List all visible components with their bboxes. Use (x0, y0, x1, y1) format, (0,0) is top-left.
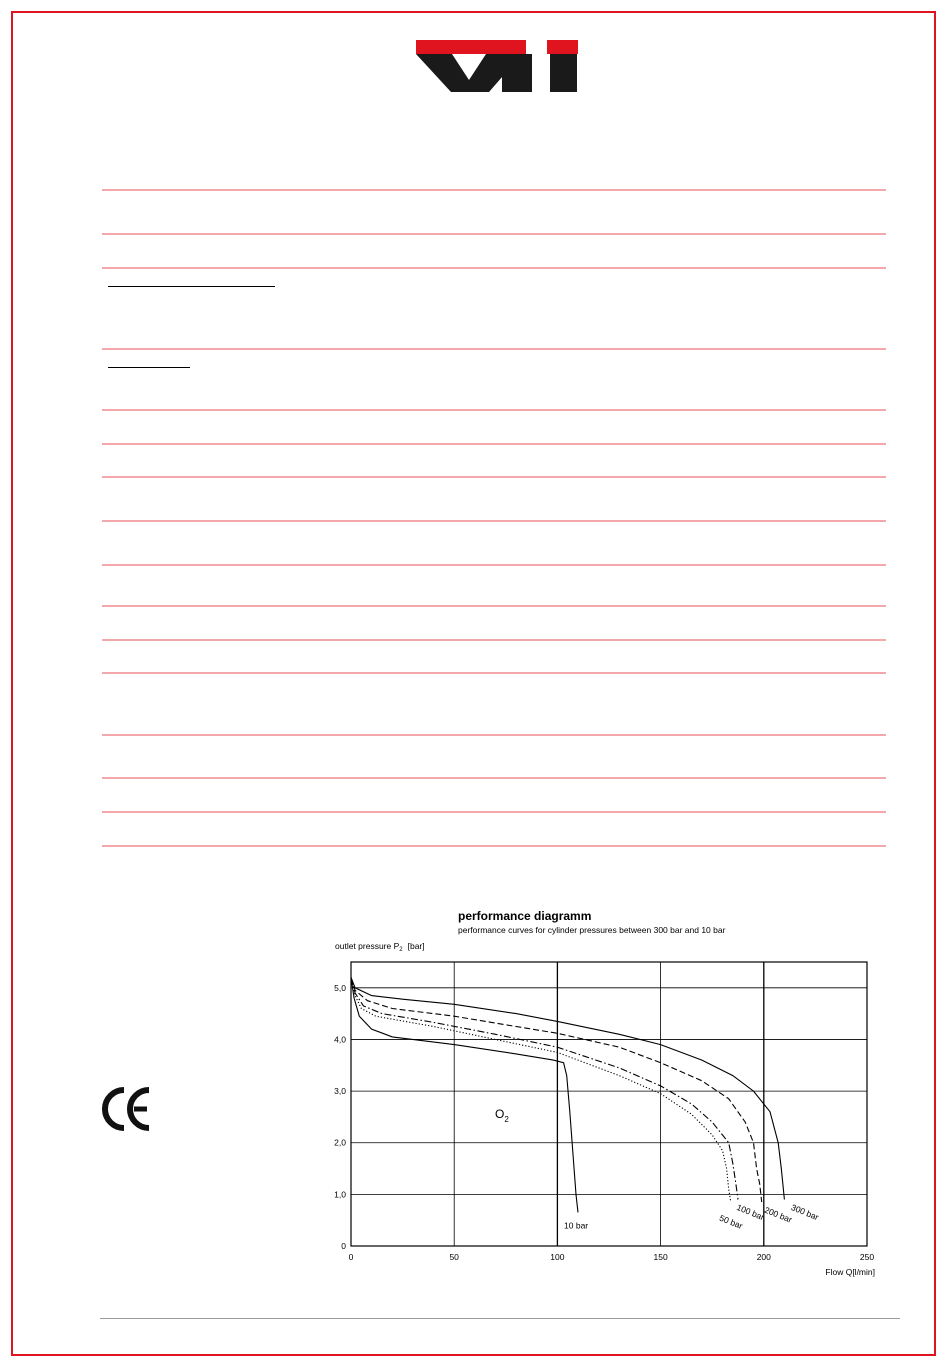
rule-line (102, 734, 886, 736)
y-tick-label: 3,0 (334, 1086, 346, 1097)
ce-mark-icon (102, 1086, 152, 1132)
logo-red-bar-left (416, 40, 526, 54)
gas-label-main: O (495, 1107, 505, 1121)
chart-grid (351, 962, 867, 1246)
x-tick-label: 250 (859, 1252, 875, 1262)
y-axis-label (335, 941, 425, 953)
x-axis-label: Flow Q[l/min] (825, 1267, 875, 1277)
rule-line (102, 811, 886, 813)
rule-line (102, 564, 886, 566)
y-tick-label: 4,0 (334, 1034, 346, 1045)
y-tick-label: 5,0 (334, 982, 346, 993)
underline-stub (108, 367, 190, 368)
y-tick-label: 2,0 (334, 1137, 346, 1148)
rule-line (102, 476, 886, 478)
rule-line (102, 520, 886, 522)
rule-line (102, 233, 886, 235)
chart-title: performance diagramm (458, 909, 592, 923)
x-tick-label: 150 (653, 1252, 668, 1262)
vti-logo (414, 38, 580, 94)
rule-line (102, 605, 886, 607)
x-tick-labels (349, 1252, 875, 1262)
footer-rule (100, 1318, 900, 1319)
logo-letter-t (502, 54, 532, 92)
underline-stub (108, 286, 275, 287)
rule-line (102, 443, 886, 445)
series-label: 50 bar (718, 1212, 745, 1231)
series-line-200-bar (351, 978, 762, 1203)
y-tick-label: 0 (341, 1241, 346, 1251)
x-tick-label: 100 (550, 1252, 565, 1262)
series-line-50-bar (351, 978, 731, 1203)
x-tick-label: 0 (348, 1252, 354, 1262)
performance-chart (325, 900, 885, 1290)
rule-line (102, 189, 886, 191)
chart-subtitle: performance curves for cylinder pressures between 300 bar and 10 bar (458, 925, 726, 935)
gas-label (495, 1107, 509, 1124)
rule-line (102, 348, 886, 350)
plot-frame (351, 962, 867, 1246)
series-label: 100 bar (735, 1202, 766, 1223)
logo-letter-i (550, 54, 577, 92)
rule-line (102, 639, 886, 641)
series-line-10-bar (351, 978, 578, 1213)
x-tick-label: 200 (756, 1252, 771, 1262)
series-label: 10 bar (564, 1220, 589, 1231)
series-lines (351, 978, 784, 1213)
y-axis-label-main: outlet pressure P (335, 941, 400, 951)
logo-red-bar-right (547, 40, 578, 54)
y-axis-label-sub: 2 (399, 947, 403, 953)
rule-line (102, 777, 886, 779)
gas-label-sub: 2 (504, 1115, 509, 1124)
rule-line (102, 845, 886, 847)
x-tick-label: 50 (449, 1252, 459, 1262)
rule-line (102, 672, 886, 674)
rule-line (102, 267, 886, 269)
y-tick-labels (334, 983, 346, 1251)
y-tick-label: 1,0 (334, 1189, 346, 1200)
series-label: 300 bar (789, 1202, 821, 1223)
rule-line (102, 409, 886, 411)
series-label: 200 bar (762, 1204, 794, 1225)
series-labels (564, 1202, 820, 1231)
y-axis-label-unit: [bar] (407, 941, 425, 951)
